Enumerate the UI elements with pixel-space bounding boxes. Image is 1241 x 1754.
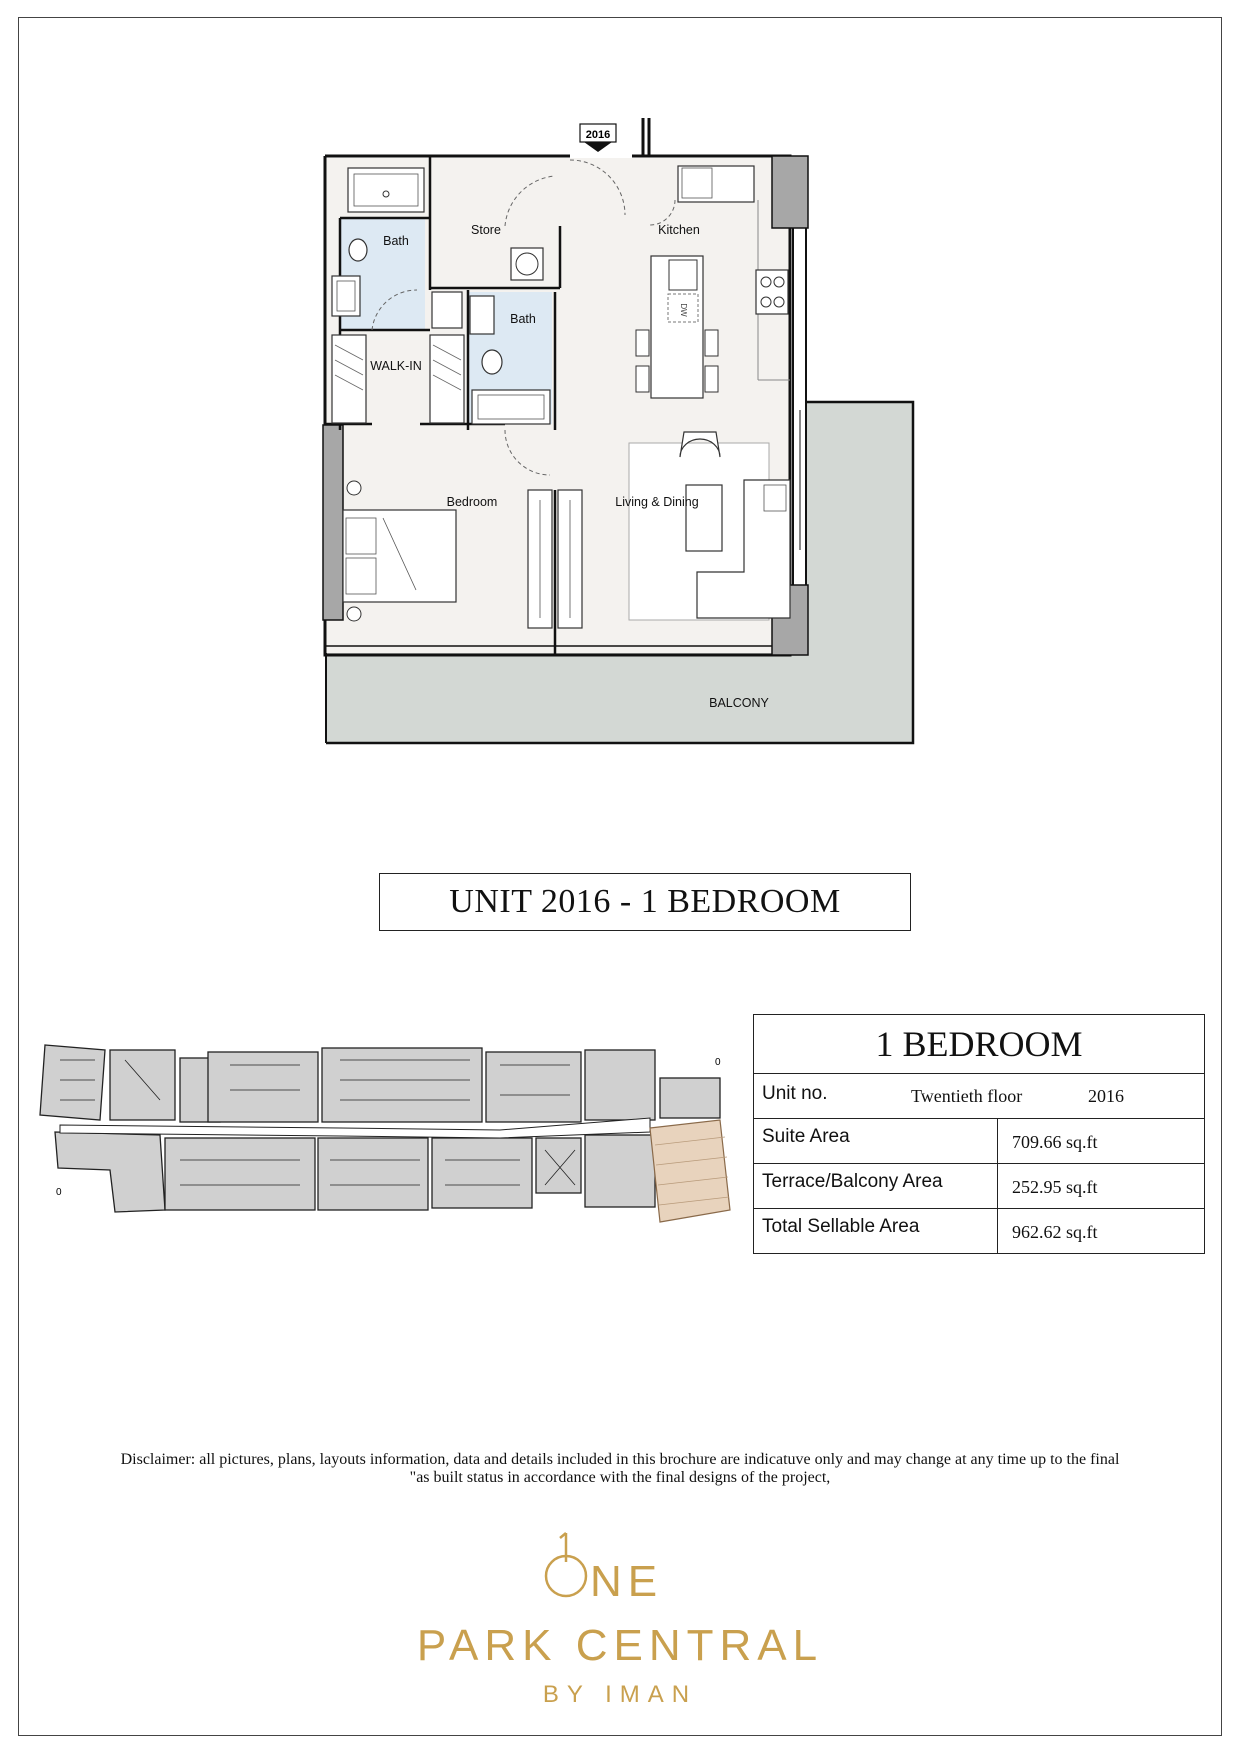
area-label: Total Sellable Area: [754, 1209, 998, 1253]
floor-value: Twentieth floor: [911, 1086, 1023, 1106]
unit-marker-label: 2016: [585, 129, 611, 141]
unit-no-value: 2016: [1088, 1086, 1124, 1106]
logo-line-1: NE: [590, 1557, 664, 1606]
table-row: [754, 1164, 1204, 1209]
room-label-store: Store: [471, 223, 501, 237]
room-label-kitchen: Kitchen: [658, 223, 700, 237]
area-label: Suite Area: [754, 1119, 998, 1163]
unit-floor-plan: [318, 112, 918, 752]
logo-line-3: BY IMAN: [542, 1681, 698, 1708]
one-park-central-logo: [370, 1530, 870, 1710]
column-left: [323, 425, 343, 620]
balcony-side-area: [806, 402, 913, 652]
room-label-living-dining: Living & Dining: [615, 495, 699, 509]
room-label-bath-1: Bath: [383, 234, 409, 248]
area-label: Terrace/Balcony Area: [754, 1164, 998, 1208]
unit-highlight: [650, 1120, 730, 1222]
area-value: 252.95 sq.ft: [1012, 1177, 1098, 1197]
disclaimer: [60, 1451, 1180, 1487]
key-plan-marker-right: 0: [715, 1057, 721, 1068]
unit-type-heading: 1 BEDROOM: [754, 1015, 1204, 1074]
column-top-right: [772, 156, 808, 228]
disclaimer-line-1: Disclaimer: all pictures, plans, layouts information, data and details included in this brochure are indicatuve only and may change at any time up to the final: [120, 1451, 1120, 1468]
unit-info-table: [753, 1014, 1205, 1254]
room-label-balcony: BALCONY: [709, 696, 769, 710]
room-label-bath-2: Bath: [510, 312, 536, 326]
logo-line-2: PARK CENTRAL: [416, 1621, 824, 1670]
table-row: [754, 1209, 1204, 1253]
table-row: [754, 1119, 1204, 1164]
balcony-area: [326, 650, 913, 743]
room-label-bedroom: Bedroom: [446, 495, 498, 509]
unit-number-row: [754, 1074, 1204, 1119]
key-plan-marker-left: 0: [56, 1187, 62, 1198]
disclaimer-line-2: "as built status in accordance with the final designs of the project,: [409, 1469, 831, 1486]
area-value: 709.66 sq.ft: [1012, 1132, 1098, 1152]
kitchen-island: [651, 256, 703, 398]
unit-no-label: Unit no.: [762, 1083, 828, 1104]
unit-title: [379, 873, 911, 931]
floor-key-plan: [30, 1040, 740, 1235]
unit-title-text: UNIT 2016 - 1 BEDROOM: [449, 883, 841, 920]
area-value: 962.62 sq.ft: [1012, 1222, 1098, 1242]
dishwasher-label: DW: [679, 303, 688, 317]
room-label-walk-in: WALK-IN: [370, 359, 422, 373]
